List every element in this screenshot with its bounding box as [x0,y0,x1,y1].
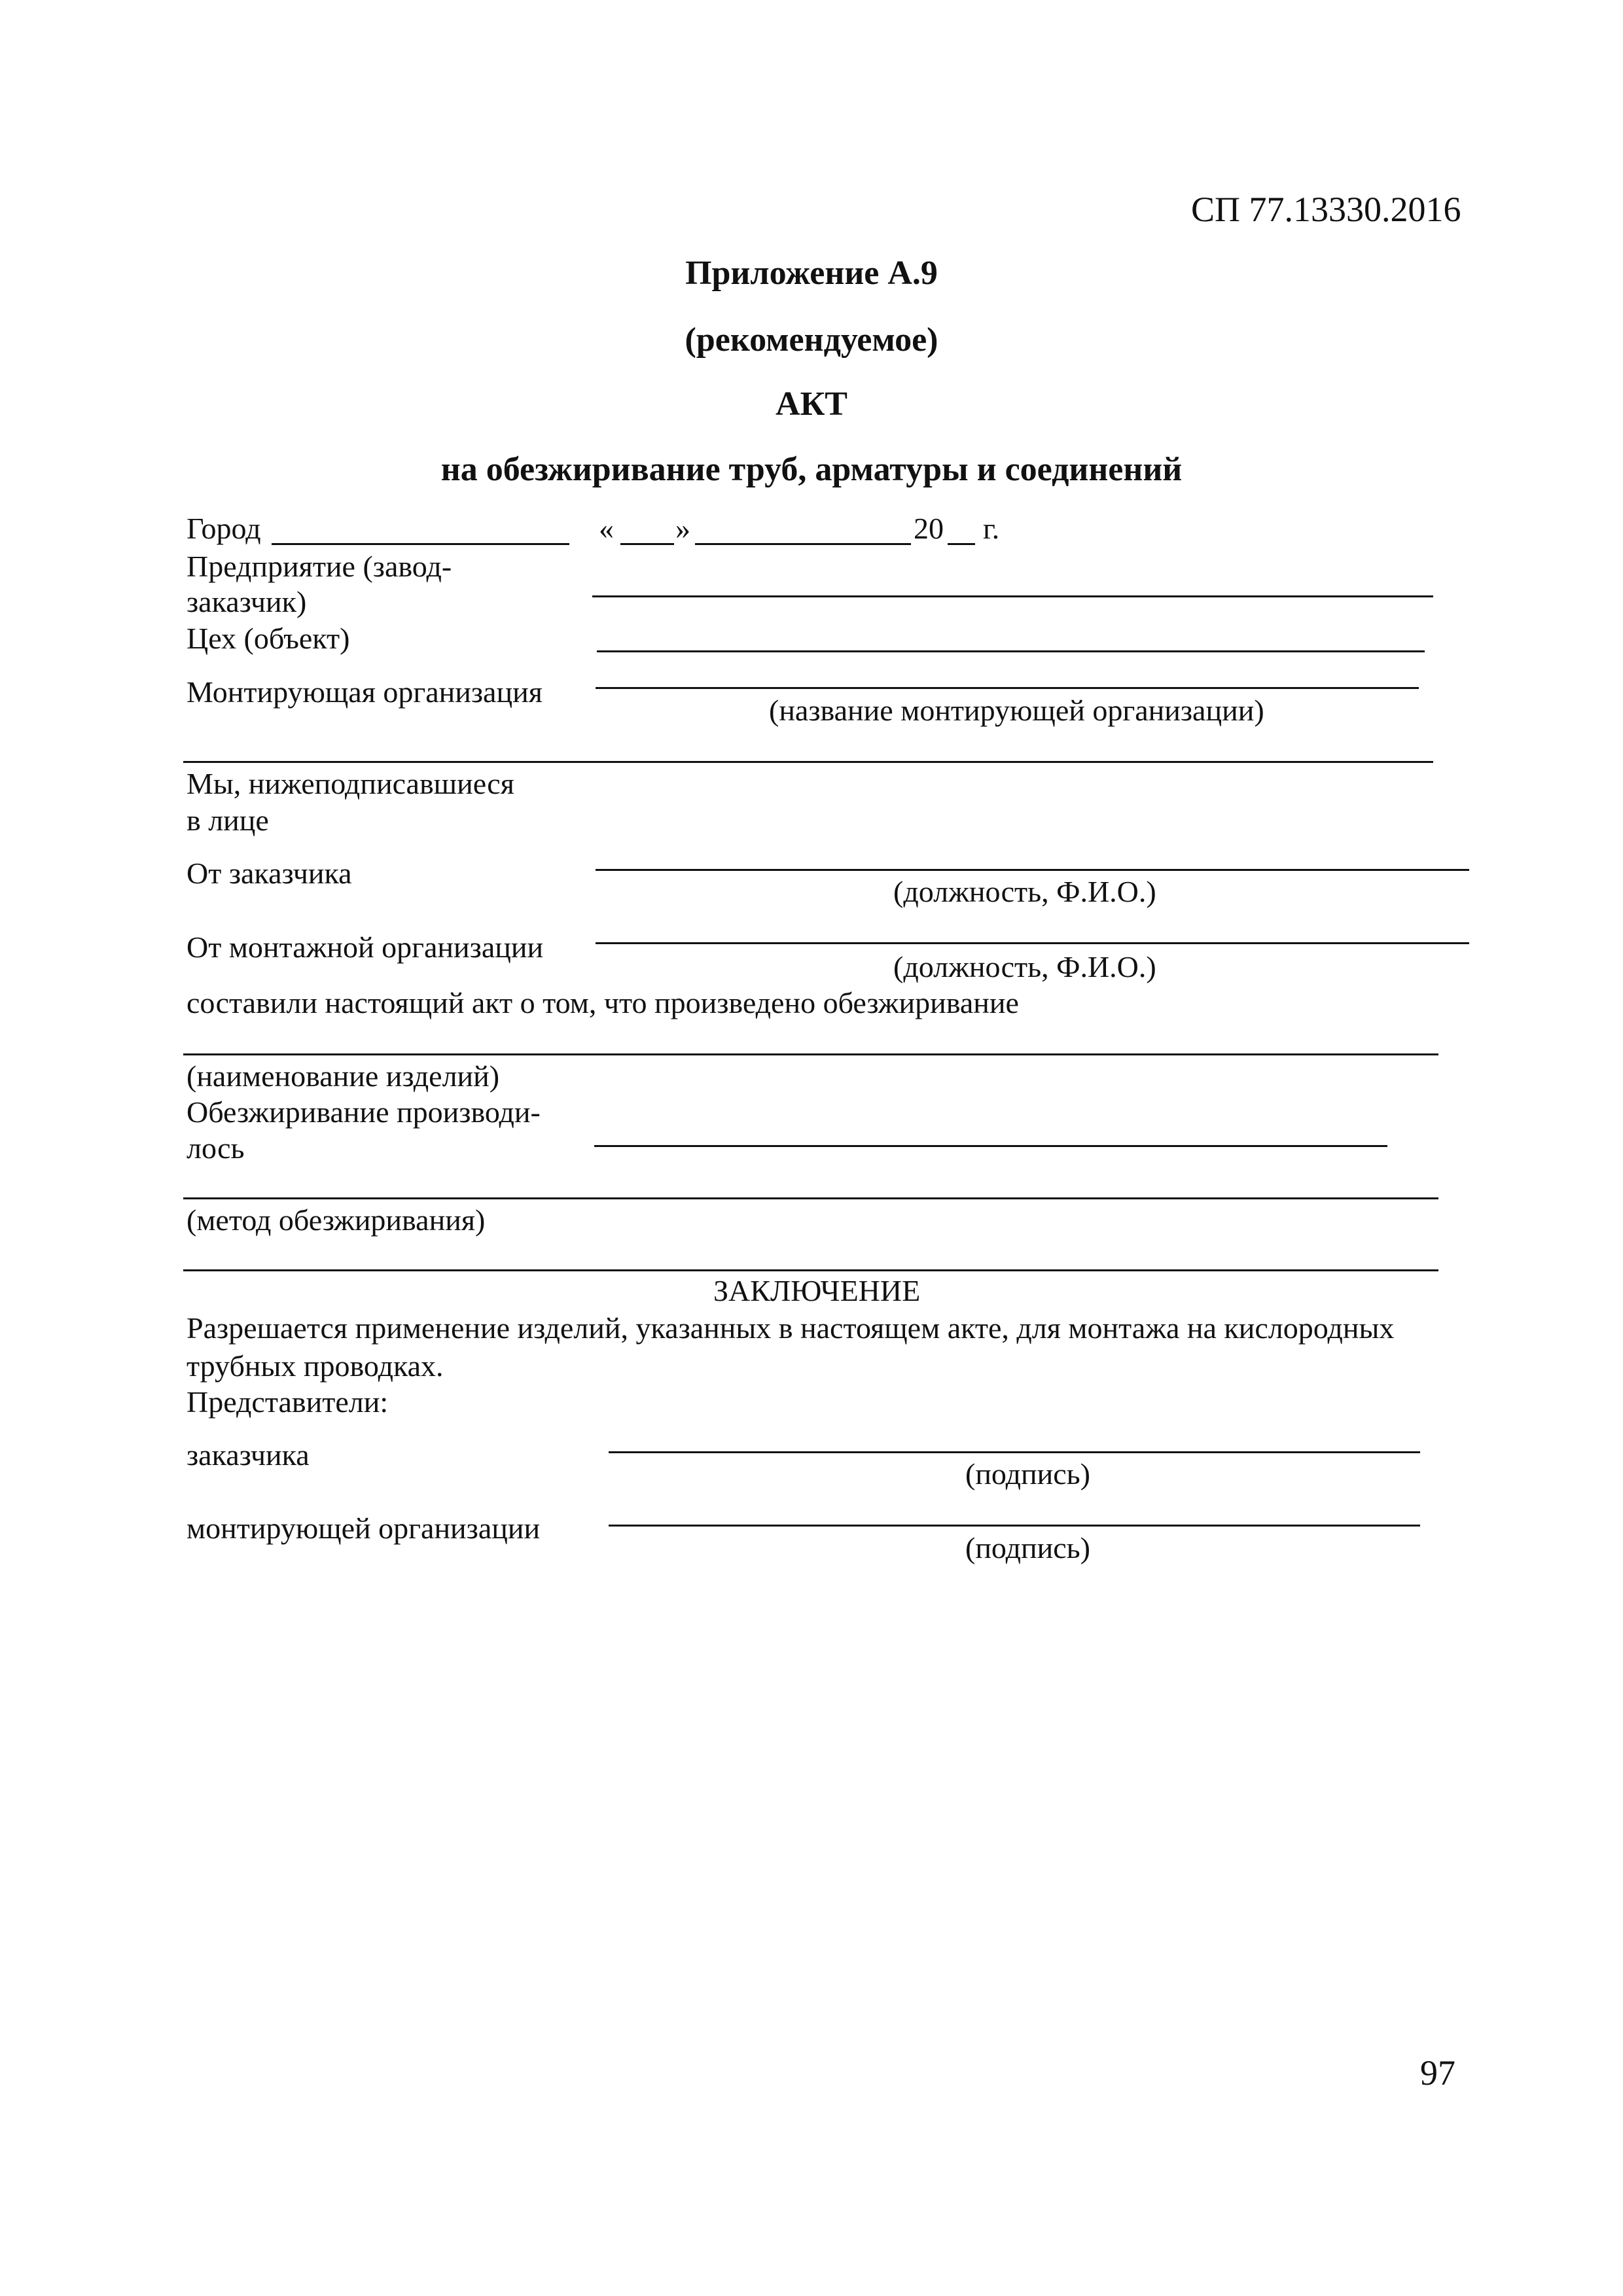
date-close-quote: » [675,512,690,545]
representatives-label: Представители: [187,1385,389,1419]
customer-representative-field[interactable] [596,869,1469,871]
installer-label: Монтирующая организация [187,675,543,709]
day-field[interactable] [620,543,674,545]
page-number: 97 [1420,2053,1455,2093]
undersigned-text-line1: Мы, нижеподписавшиеся [187,767,514,800]
conclusion-text-line1: Разрешается применение изделий, указанных в настоящем акте, для монтажа на кислородных [187,1311,1395,1345]
workshop-label: Цех (объект) [187,622,350,655]
document-code: СП 77.13330.2016 [1191,190,1461,229]
year-field[interactable] [948,543,975,545]
installer-signature-field[interactable] [609,1525,1420,1527]
conclusion-heading: ЗАКЛЮЧЕНИЕ [713,1274,921,1307]
act-subject: на обезжиривание труб, арматуры и соединений [440,451,1183,488]
installer-signature-caption: (подпись) [965,1531,1090,1564]
installer-caption: (название монтирующей организации) [769,694,1264,727]
from-customer-label: От заказчика [187,857,352,890]
customer-position-caption: (должность, Ф.И.О.) [893,875,1156,908]
act-statement: составили настоящий акт о том, что произведено обезжиривание [187,986,1019,1019]
customer-signature-label: заказчика [187,1438,310,1472]
installer-field-continuation[interactable] [183,761,1433,763]
date-open-quote: « [599,512,614,545]
city-field[interactable] [272,543,569,545]
enterprise-label-line2: заказчик) [187,585,307,618]
items-field[interactable] [183,1053,1438,1055]
undersigned-text-line2: в лице [187,804,269,837]
workshop-field[interactable] [597,650,1425,652]
method-field-continuation[interactable] [183,1197,1438,1199]
conclusion-text-line2: трубных проводках. [187,1349,444,1383]
method-caption: (метод обезжиривания) [187,1203,486,1237]
items-caption: (наименование изделий) [187,1059,500,1093]
method-extra-line[interactable] [183,1269,1438,1271]
installer-position-caption: (должность, Ф.И.О.) [893,950,1156,983]
from-installer-label: От монтажной организации [187,930,544,964]
customer-signature-field[interactable] [609,1451,1420,1453]
installer-signature-label: монтирующей организации [187,1511,541,1545]
method-label-line2: лось [187,1131,245,1165]
year-suffix: г. [983,512,1000,545]
installer-field[interactable] [596,687,1419,689]
enterprise-field[interactable] [592,595,1433,597]
appendix-title: Приложение А.9 [685,255,938,292]
method-field[interactable] [594,1145,1387,1147]
month-field[interactable] [695,543,911,545]
city-label: Город [187,512,261,545]
installer-representative-field[interactable] [596,942,1469,944]
year-prefix: 20 [914,512,944,545]
enterprise-label-line1: Предприятие (завод- [187,550,452,583]
recommended-status: (рекомендуемое) [685,321,938,359]
customer-signature-caption: (подпись) [965,1457,1090,1491]
act-title: АКТ [776,385,847,423]
method-label-line1: Обезжиривание производи- [187,1095,541,1129]
